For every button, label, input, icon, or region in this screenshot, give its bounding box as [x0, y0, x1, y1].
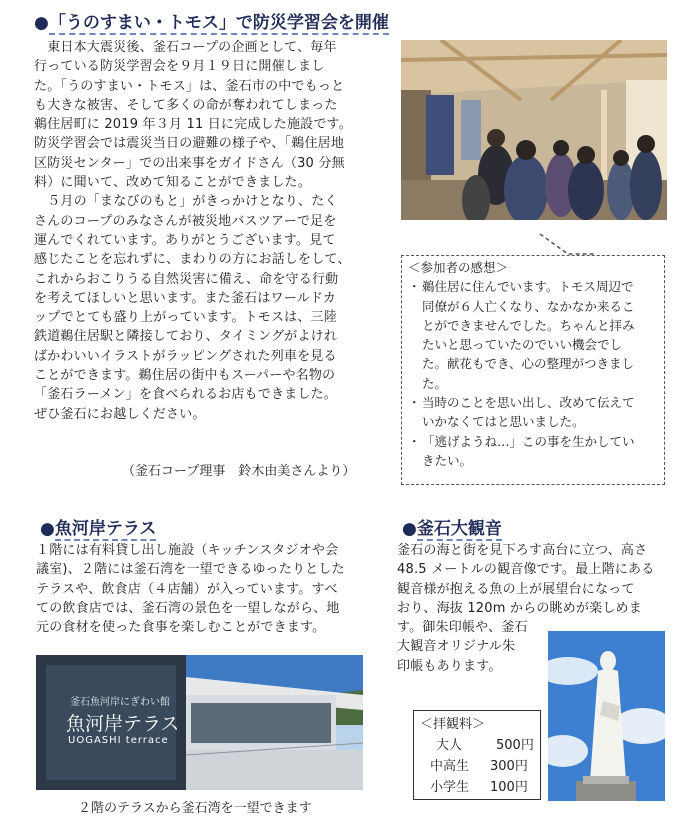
sign-small-text: 釜石魚河岸にぎわい館	[70, 697, 170, 708]
section2-heading	[40, 514, 156, 539]
para2-line: ５月の「まなびのもと」がきっかけとなり、たく	[34, 194, 338, 210]
comment-title: ＜参加者の感想＞	[408, 260, 509, 275]
comment-bullet: ・	[408, 395, 421, 411]
comment-line: きたい。	[422, 452, 473, 468]
para1-line: 区防災センター」での出来事をガイドさん（30 分無	[34, 155, 345, 171]
section2-line: テラスや、飲食店（４店舗）が入っています。すべ	[36, 581, 338, 597]
speech-tail	[536, 226, 616, 256]
price-value: 500円	[496, 738, 534, 753]
section2-heading-text: 魚河岸テラス	[54, 519, 157, 539]
tomos-interior-illustration	[401, 40, 667, 220]
section3-line: 釜石の海と街を見下ろす高台に立つ、高さ	[397, 543, 648, 558]
kannon-statue-photo	[548, 631, 665, 801]
comment-item	[408, 393, 664, 432]
comment-line: た。	[422, 375, 448, 391]
comment-bullet: ・	[408, 433, 421, 449]
section2-body	[36, 541, 376, 637]
section3-line: 印帳もあります。	[397, 658, 502, 674]
section2-line: 議室)、２階には釜石湾を一望できるゆったりとした	[36, 562, 345, 578]
price-row	[420, 735, 540, 756]
para1-line: 鵜住居町に 2019 年３月 11 日に完成した施設です。	[34, 117, 352, 133]
section3-line: 48.5 メートルの観音像です。最上階にある	[397, 562, 655, 578]
para2-line: 鉄道鵜住居駅と隣接しており、タイミングがよけれ	[34, 329, 338, 345]
para1-line: た。「うのすまい・トモス」は、釜石市の中でもっと	[34, 78, 345, 94]
para2-line: さんのコープのみなさんが被災地バスツアーで足を	[34, 213, 337, 229]
para1-line: 防災学習会では震災当日の避難の様子や、「鵜住居地	[34, 136, 345, 152]
section3-heading-text: 釜石大観音	[416, 519, 502, 539]
comment-line: とができませんでした。ちゃんと拝み	[422, 317, 635, 333]
comment-item	[408, 432, 664, 471]
comment-line: いかなくてはと思いました。	[422, 414, 585, 430]
section2-line: 元の食材を使った食事を楽しむことができます。	[36, 620, 326, 636]
para1-line: も大きな被害、そして多くの命が奪われてしまった	[34, 97, 338, 113]
para2-line: を考えてほしいと思います。また釜石はワールドカ	[34, 290, 336, 306]
tomos-interior-photo	[401, 40, 667, 220]
price-label: 中高生	[430, 759, 470, 774]
uogashi-photo-caption: ２階のテラスから釜石湾を一望できます	[78, 801, 312, 816]
heading-bullet: ●	[402, 519, 417, 539]
para2-line: 感じたことを忘れずに、まわりの方にお話しをして、	[34, 252, 351, 268]
comment-line: 「逃げようね…」この事を生かしてい	[422, 433, 635, 449]
sign-main-text: 魚河岸テラス	[66, 713, 180, 735]
section2-line: １階には有料貸し出し施設（キッチンスタジオや会	[36, 543, 339, 558]
sign-roman-text: UOGASHI terrace	[68, 735, 169, 746]
price-value: 300円	[490, 759, 528, 774]
price-value: 100円	[490, 780, 528, 795]
section3-heading	[402, 514, 502, 539]
comment-bullet: ・	[408, 279, 421, 295]
heading-bullet: ●	[40, 519, 55, 539]
comment-line: た。献花もでき、心の整理がつきまし	[422, 356, 635, 372]
price-row	[420, 777, 540, 798]
para2-line: ことができます。鵜住居の街中もスーパーや名物の	[34, 368, 336, 384]
para2-line: ばかわいいイラストがラッピングされた列車を見る	[34, 348, 337, 364]
para2-line: 運んでくれています。ありがとうございます。見て	[34, 232, 336, 248]
heading-bullet: ●	[34, 13, 49, 33]
section1-credit: （釜石コープ理事 鈴木由美さんより）	[122, 464, 356, 479]
comment-box	[401, 255, 665, 485]
section2-line: ての飲食店では、釜石湾の景色を一望しながら、地	[36, 600, 340, 616]
para2-line: 「釜石ラーメン」を食べられるお店もできました。	[34, 387, 337, 403]
para2-line: ぜひ釜石にお越しください。	[34, 406, 206, 422]
para2-line: ップでとても盛り上がっています。トモスは、三陸	[34, 310, 337, 326]
para2-line: これからおこりうる自然災害に備え、命を守る行動	[34, 271, 339, 287]
section3-line: 観音様が抱える魚の上が展望台になって	[397, 581, 635, 597]
price-label: 小学生	[430, 780, 470, 795]
para1-line: 料）に聞いて、改めて知ることができました。	[34, 175, 311, 191]
section3-line: おり、海抜 120m からの眺めが楽しめま	[397, 600, 642, 616]
section1-heading	[34, 8, 389, 33]
kannon-statue-illustration	[548, 631, 665, 801]
price-label: 大人	[436, 738, 463, 753]
comment-item	[408, 277, 664, 393]
price-title: ＜拝観料＞	[420, 717, 486, 732]
price-row	[420, 756, 540, 777]
para1-line: 行っている防災学習会を９月１９日に開催しまし	[34, 59, 325, 75]
uogashi-terrace-photo	[36, 655, 363, 790]
section3-line: 大観音オリジナル朱	[397, 639, 516, 655]
comment-line: 当時のことを思い出し、改めて伝えて	[422, 395, 635, 411]
comment-line: 鵜住居に住んでいます。トモス周辺で	[422, 279, 634, 295]
section1-heading-text: 「うのすまい・トモス」で防災学習会を開催	[48, 13, 389, 33]
comment-line: たいと思っていたのでいい機会でし	[422, 337, 623, 353]
para1-line: 東日本大震災後、釜石コープの企画として、毎年	[34, 40, 337, 55]
comment-line: 同僚が６人亡くなり、なかなか来るこ	[422, 298, 635, 314]
admission-price-box	[413, 710, 541, 800]
section1-body	[34, 38, 394, 424]
section3-line: す。御朱印帳や、釜石	[397, 620, 528, 636]
